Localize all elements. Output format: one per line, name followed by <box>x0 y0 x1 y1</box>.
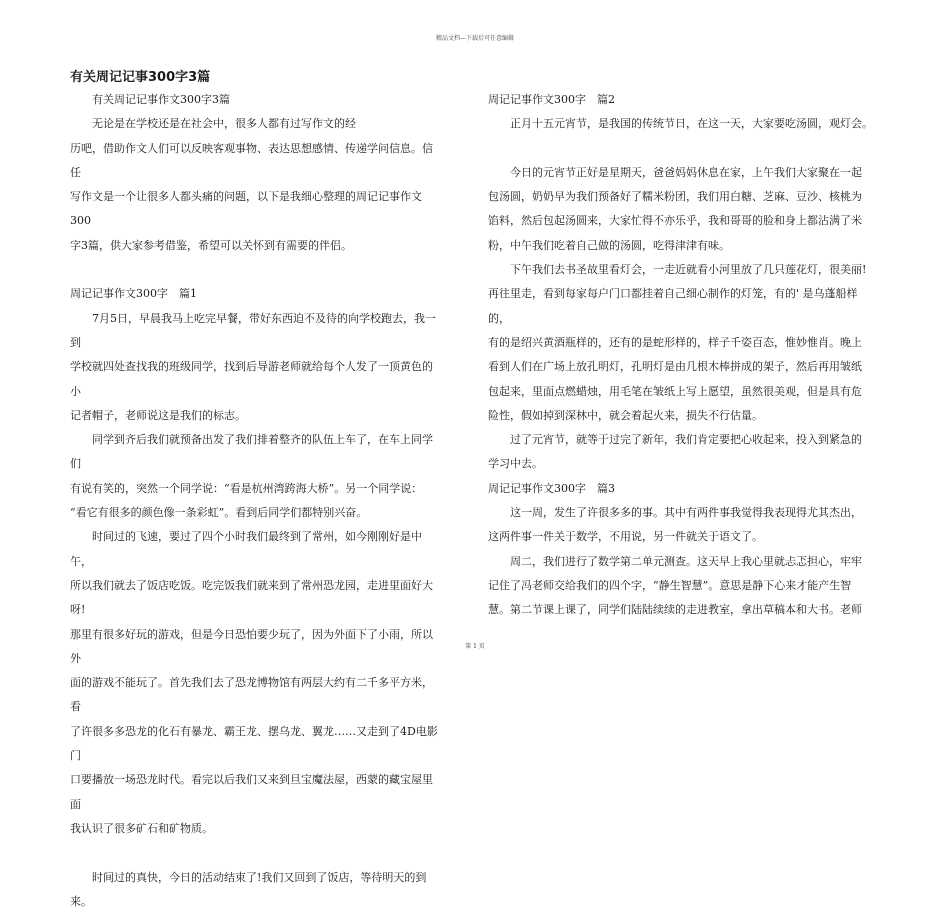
text-line: 面的游戏不能玩了。首先我们去了恐龙博物馆有两层大约有二千多平方米，看 <box>70 671 438 720</box>
text-line: 正月十五元宵节，是我国的传统节日，在这一天，大家要吃汤圆，观灯会。 <box>488 112 878 136</box>
text-line: 包汤圆，奶奶早为我们预备好了糯米粉团，我们用白糖、芝麻、豆沙、核桃为 <box>488 185 878 209</box>
text-line: 学习中去。 <box>488 452 878 476</box>
text-line: 有说有笑的，突然一个同学说：“看是杭州湾跨海大桥”。另一个同学说： <box>70 477 438 501</box>
text-line: 周记记事作文300字 篇1 <box>70 282 438 306</box>
text-line: 包起来，里面点燃蜡烛，用毛笔在皱纸上写上愿望，虽然很美观，但是具有危 <box>488 380 878 404</box>
text-line: 这两件事一件关于数学，不用说，另一件就关于语文了。 <box>488 525 878 549</box>
text-line: 字3篇，供大家参考借鉴，希望可以关怀到有需要的伴侣。 <box>70 234 438 258</box>
text-line: 同学到齐后我们就预备出发了我们排着整齐的队伍上车了，在车上同学们 <box>70 428 438 477</box>
text-line: 这一周，发生了许很多多的事。其中有两件事我觉得我表现得尤其杰出， <box>488 501 878 525</box>
right-column <box>488 88 878 623</box>
text-line: 历吧，借助作文人们可以反映客观事物、表达思想感情、传递学问信息。信任 <box>70 137 438 186</box>
blank-line <box>70 258 438 282</box>
page-header: 精品文档---下载后可任意编辑 <box>0 33 950 42</box>
text-line: 时间过的真快，今日的活动结束了!我们又回到了饭店，等待明天的到来。 <box>70 866 438 914</box>
text-line: 慧。第二节课上课了，同学们陆陆续续的走进教室，拿出草稿本和大书。老师 <box>488 598 878 622</box>
text-line: 那里有很多好玩的游戏，但是今日恐怕要少玩了，因为外面下了小雨，所以外 <box>70 623 438 672</box>
text-line: 过了元宵节，就等于过完了新年，我们肯定要把心收起来，投入到紧急的 <box>488 428 878 452</box>
document-title: 有关周记记事300字3篇 <box>70 66 210 85</box>
text-line: 今日的元宵节正好是星期天，爸爸妈妈休息在家，上午我们大家聚在一起 <box>488 161 878 185</box>
text-line: 粉，中午我们吃着自己做的汤圆，吃得津津有味。 <box>488 234 878 258</box>
text-line: 7月5日，早晨我马上吃完早餐，带好东西迫不及待的向学校跑去，我一到 <box>70 307 438 356</box>
text-line: 我认识了很多矿石和矿物质。 <box>70 817 438 841</box>
text-line: 时间过的飞速，要过了四个小时我们最终到了常州，如今刚刚好是中午， <box>70 525 438 574</box>
text-line: 周记记事作文300字 篇3 <box>488 477 878 501</box>
page-footer: 第 1 页 <box>0 641 950 650</box>
text-line: 馅料，然后包起汤圆来，大家忙得不亦乐乎，我和哥哥的脸和身上都沾满了米 <box>488 209 878 233</box>
text-line: 所以我们就去了饭店吃饭。吃完饭我们就来到了常州恐龙园，走进里面好大呀! <box>70 574 438 623</box>
text-line: 周二，我们进行了数学第二单元测查。这天早上我心里就忐忑担心，牢牢 <box>488 550 878 574</box>
text-line: 看到人们在广场上放孔明灯，孔明灯是由几根木棒拼成的架子，然后再用皱纸 <box>488 355 878 379</box>
text-line: 有的是绍兴黄酒瓶样的，还有的是蛇形样的，样子千姿百态，惟妙惟肖。晚上 <box>488 331 878 355</box>
text-line: “看它有很多的颜色像一条彩虹”。看到后同学们都特别兴奋。 <box>70 501 438 525</box>
text-line: 周记记事作文300字 篇2 <box>488 88 878 112</box>
text-line: 学校就四处查找我的班级同学，找到后导游老师就给每个人发了一顶黄色的小 <box>70 355 438 404</box>
text-line: 记者帽子，老师说这是我们的标志。 <box>70 404 438 428</box>
text-line: 记住了冯老师交给我们的四个字，“静生智慧”。意思是静下心来才能产生智 <box>488 574 878 598</box>
text-line: 下午我们去书圣故里看灯会，一走近就看小河里放了几只莲花灯，很美丽! <box>488 258 878 282</box>
left-column <box>70 88 438 914</box>
text-line: 再往里走，看到每家每户门口都挂着自己细心制作的灯笼，有的' 是乌蓬船样的， <box>488 282 878 331</box>
text-line: 有关周记记事作文300字3篇 <box>70 88 438 112</box>
text-line: 了许很多多恐龙的化石有暴龙、霸王龙、摆乌龙、翼龙……又走到了4D电影门 <box>70 720 438 769</box>
text-line: 无论是在学校还是在社会中，很多人都有过写作文的经 <box>70 112 438 136</box>
text-line: 口要播放一场恐龙时代。看完以后我们又来到旦宝魔法屋，西蒙的藏宝屋里面 <box>70 768 438 817</box>
text-line: 险性，假如掉到深林中，就会着起火来，损失不行估量。 <box>488 404 878 428</box>
text-line: 写作文是一个让很多人都头痛的问题，以下是我细心整理的周记记事作文300 <box>70 185 438 234</box>
blank-line <box>70 841 438 865</box>
blank-line <box>488 137 878 161</box>
